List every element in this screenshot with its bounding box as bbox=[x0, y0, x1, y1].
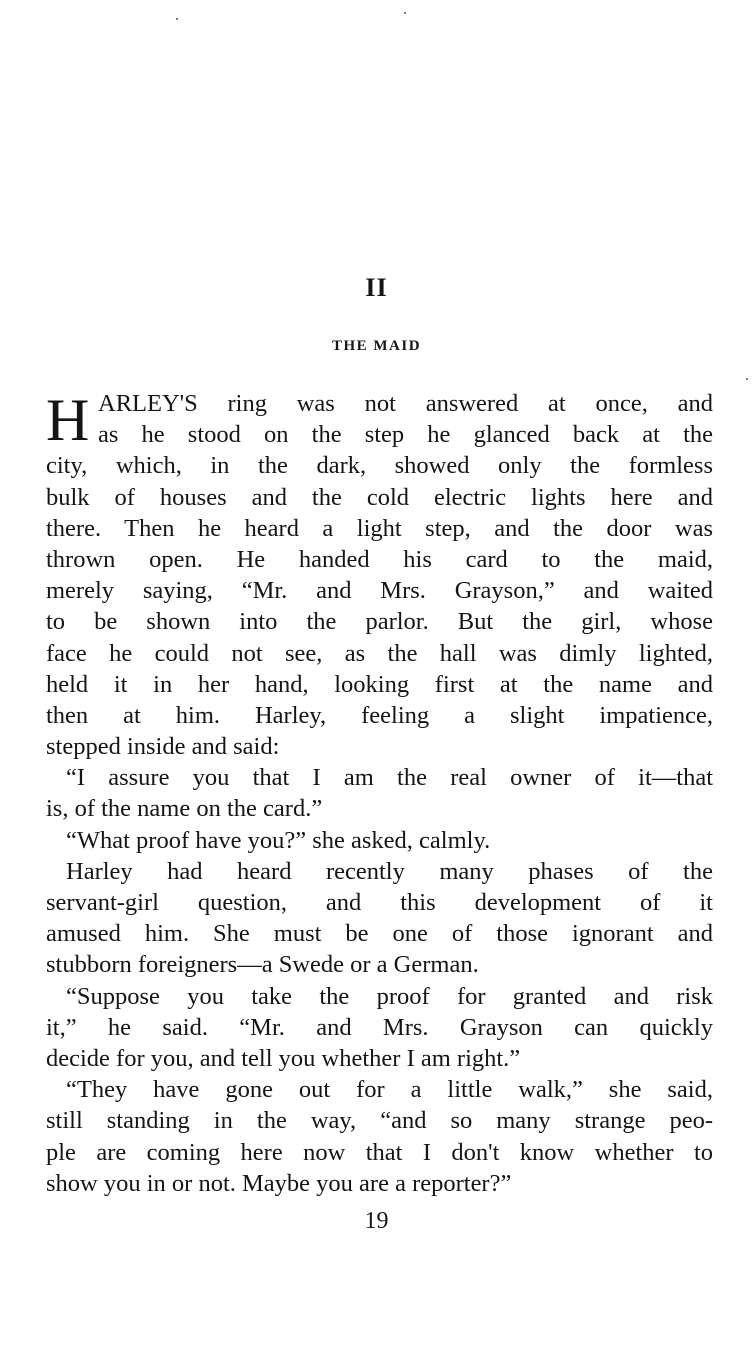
drop-cap: H bbox=[46, 387, 90, 453]
scan-speck bbox=[404, 12, 406, 14]
scan-speck bbox=[176, 18, 178, 20]
text-line: then at him. Harley, feeling a slight impatience, bbox=[46, 701, 713, 729]
text-line: it,” he said. “Mr. and Mrs. Grayson can quickly bbox=[46, 1013, 713, 1041]
text-line: merely saying, “Mr. and Mrs. Grayson,” and waited bbox=[46, 577, 713, 605]
text-line: Harley had heard recently many phases of the bbox=[66, 857, 713, 885]
text-line: city, which, in the dark, showed only the formless bbox=[46, 452, 713, 480]
text-line: stubborn foreigners—a Swede or a German. bbox=[46, 951, 479, 979]
chapter-number: II bbox=[365, 273, 388, 302]
text-line: ple are coming here now that I don't know whether to bbox=[46, 1138, 713, 1166]
text-line: as he stood on the step he glanced back at the bbox=[98, 421, 713, 449]
text-line: bulk of houses and the cold electric lights here and bbox=[46, 483, 713, 511]
text-line: thrown open. He handed his card to the maid, bbox=[46, 545, 713, 573]
text-line: “What proof have you?” she asked, calmly. bbox=[66, 826, 491, 854]
opening-paragraph bbox=[46, 387, 713, 453]
page-number: 19 bbox=[364, 1208, 389, 1234]
body-text bbox=[46, 388, 713, 1199]
text-line: still standing in the way, “and so many strange peo- bbox=[46, 1107, 713, 1135]
text-line: “Suppose you take the proof for granted and risk bbox=[66, 982, 713, 1010]
scan-speck bbox=[746, 378, 748, 380]
text-line: amused him. She must be one of those ignorant and bbox=[46, 920, 713, 948]
text-line: ARLEY'S ring was not answered at once, and bbox=[98, 390, 713, 417]
text-line: to be shown into the parlor. But the girl, whose bbox=[46, 608, 713, 636]
text-line: “I assure you that I am the real owner of it—that bbox=[66, 764, 713, 792]
text-line: held it in her hand, looking first at the name and bbox=[46, 670, 713, 698]
chapter-title: THE MAID bbox=[331, 338, 422, 354]
text-line: decide for you, and tell you whether I am right.” bbox=[46, 1044, 521, 1072]
text-line: face he could not see, as the hall was dimly lighted, bbox=[46, 639, 713, 667]
text-line: show you in or not. Maybe you are a reporter?” bbox=[46, 1169, 512, 1197]
text-line: “They have gone out for a little walk,” she said, bbox=[66, 1076, 713, 1104]
text-line: there. Then he heard a light step, and the door was bbox=[46, 514, 713, 542]
text-line: stepped inside and said: bbox=[46, 733, 280, 761]
text-line: is, of the name on the card.” bbox=[46, 795, 323, 823]
text-line: servant-girl question, and this development of it bbox=[46, 889, 713, 916]
